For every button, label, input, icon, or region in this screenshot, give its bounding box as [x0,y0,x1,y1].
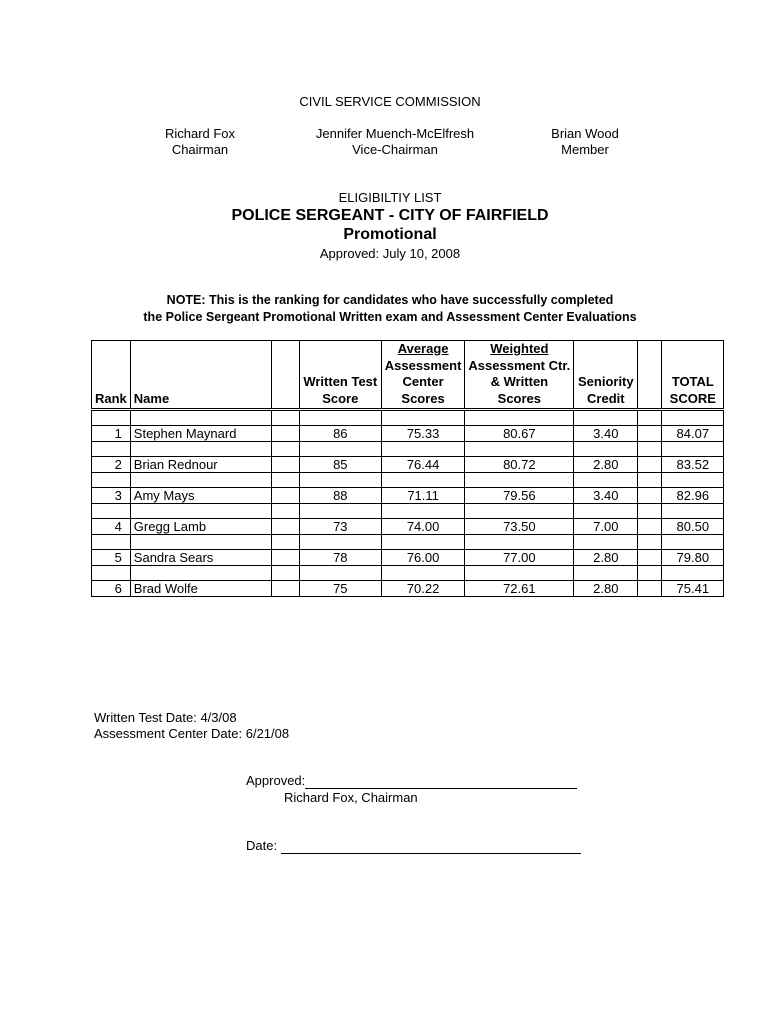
cell-total: 75.41 [662,581,724,597]
cell-rank: 6 [92,581,131,597]
member-vice-chairman [280,126,510,158]
cell-total: 84.07 [662,426,724,442]
approver-name: Richard Fox, Chairman [284,790,418,805]
cell-weighted: 73.50 [465,519,574,535]
list-label: ELIGIBILTIY LIST [338,190,442,205]
date-signature-line [281,839,581,854]
member-name: Richard Fox [164,126,236,141]
table-row [92,519,724,535]
member-name: Brian Wood [551,126,619,141]
member-role: Chairman [171,142,229,157]
table-row [92,488,724,504]
member-chairman [110,126,290,158]
cell-seniority: 7.00 [574,519,638,535]
header-blank [638,341,662,410]
written-test-date: Written Test Date: 4/3/08 [94,710,237,725]
cell-seniority: 3.40 [574,426,638,442]
cell-name: Stephen Maynard [130,426,271,442]
cell-total: 82.96 [662,488,724,504]
cell-written: 86 [299,426,381,442]
header-written: Written Test Score [299,341,381,410]
cell-average: 74.00 [381,519,465,535]
header-total: TOTAL SCORE [662,341,724,410]
header-rank: Rank [92,341,131,410]
cell-weighted: 80.72 [465,457,574,473]
cell-rank: 2 [92,457,131,473]
cell-average: 76.44 [381,457,465,473]
cell-average: 70.22 [381,581,465,597]
cell-name: Brian Rednour [130,457,271,473]
header-average: Average Assessment Center Scores [381,341,465,410]
cell-written: 73 [299,519,381,535]
member-role: Vice-Chairman [352,142,438,157]
note-line: the Police Sergeant Promotional Written exam and Assessment Center Evaluations [143,310,637,324]
cell-average: 75.33 [381,426,465,442]
header-name: Name [130,341,271,410]
cell-seniority: 2.80 [574,581,638,597]
cell-weighted: 77.00 [465,550,574,566]
approved-signature-line [305,774,577,789]
table-header-row [92,341,724,410]
eligibility-table [91,340,724,597]
cell-written: 85 [299,457,381,473]
position-title: POLICE SERGEANT - CITY OF FAIRFIELD [231,207,549,224]
cell-rank: 3 [92,488,131,504]
subtitle: Promotional [343,226,437,243]
cell-written: 75 [299,581,381,597]
cell-rank: 1 [92,426,131,442]
commission-title: CIVIL SERVICE COMMISSION [299,94,481,109]
cell-name: Sandra Sears [130,550,271,566]
cell-weighted: 79.56 [465,488,574,504]
member-role: Member [561,142,609,157]
cell-written: 78 [299,550,381,566]
header-seniority: Seniority Credit [574,341,638,410]
cell-seniority: 3.40 [574,488,638,504]
cell-average: 76.00 [381,550,465,566]
table-row [92,426,724,442]
table-row [92,550,724,566]
cell-seniority: 2.80 [574,550,638,566]
header-weighted: Weighted Assessment Ctr. & Written Scores [465,341,574,410]
cell-name: Brad Wolfe [130,581,271,597]
cell-total: 79.80 [662,550,724,566]
header-blank [271,341,299,410]
approved-date: Approved: July 10, 2008 [319,246,461,261]
cell-total: 80.50 [662,519,724,535]
date-label: Date: [246,838,278,853]
note [0,292,770,326]
cell-weighted: 80.67 [465,426,574,442]
cell-written: 88 [299,488,381,504]
cell-seniority: 2.80 [574,457,638,473]
approval-line [246,773,577,789]
member-member [495,126,675,158]
cell-name: Amy Mays [130,488,271,504]
assessment-center-date: Assessment Center Date: 6/21/08 [94,726,290,741]
cell-average: 71.11 [381,488,465,504]
cell-rank: 4 [92,519,131,535]
cell-weighted: 72.61 [465,581,574,597]
cell-name: Gregg Lamb [130,519,271,535]
approved-label: Approved: [246,773,306,788]
note-line: NOTE: This is the ranking for candidates who have successfully completed [166,293,614,307]
table-row [92,457,724,473]
date-line [246,838,581,854]
member-name: Jennifer Muench-McElfresh [315,126,475,141]
table-row [92,581,724,597]
cell-total: 83.52 [662,457,724,473]
cell-rank: 5 [92,550,131,566]
